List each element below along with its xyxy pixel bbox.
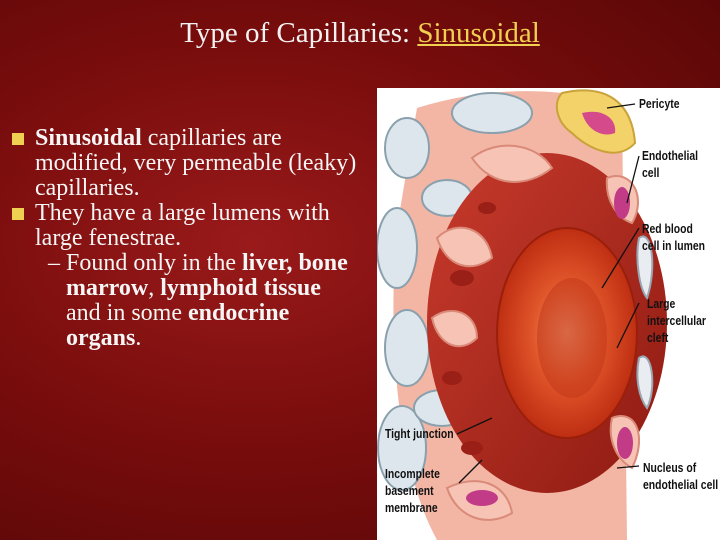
label-incomplete-3: membrane bbox=[385, 500, 438, 515]
sub-bullet-item bbox=[10, 251, 360, 351]
sub-bold-lymph: lymphoid tissue bbox=[160, 275, 321, 301]
sub-text-1: Found only in the bbox=[66, 250, 243, 276]
label-endothelial-2: cell bbox=[642, 165, 660, 180]
red-blood-cell-center bbox=[537, 278, 607, 398]
title-prefix: Type of Capillaries: bbox=[180, 17, 418, 49]
label-nucleus-2: endothelial cell bbox=[643, 477, 719, 492]
bullet-list bbox=[10, 126, 360, 351]
label-cleft-3: cleft bbox=[647, 330, 669, 345]
label-nucleus-1: Nucleus of bbox=[643, 460, 697, 475]
capillary-figure bbox=[377, 88, 720, 540]
bullet-1-text: capillaries are modified, very permeable (leaky) capillaries. bbox=[35, 125, 357, 201]
bullet-2-text: They have a large lumens with large fenestrae. bbox=[35, 200, 330, 251]
label-cleft-2: intercellular bbox=[647, 313, 706, 328]
label-pericyte: Pericyte bbox=[639, 96, 680, 111]
label-tight-junction: Tight junction bbox=[385, 426, 454, 441]
square-bullet-icon bbox=[12, 133, 24, 145]
sub-bold-liver: liver, bone marrow bbox=[66, 250, 348, 301]
bullet-item-1 bbox=[10, 126, 360, 201]
sub-bold-endocrine: endocrine organs bbox=[66, 300, 290, 351]
slide-title bbox=[0, 16, 720, 51]
square-bullet-icon bbox=[12, 208, 24, 220]
label-rbc-1: Red blood bbox=[642, 221, 693, 236]
label-endothelial-1: Endothelial bbox=[642, 148, 699, 163]
title-accent: Sinusoidal bbox=[417, 17, 540, 49]
sub-text-2: , bbox=[148, 275, 161, 301]
sub-text-4: . bbox=[135, 325, 142, 351]
label-cleft-1: Large bbox=[647, 296, 676, 311]
sub-text-3: and in some bbox=[66, 300, 188, 326]
dash-bullet: – bbox=[48, 250, 60, 276]
bullet-item-2 bbox=[10, 201, 360, 251]
label-incomplete-1: Incomplete bbox=[385, 466, 440, 481]
bullet-1-bold: Sinusoidal bbox=[35, 125, 142, 151]
label-rbc-2: cell in lumen bbox=[642, 238, 705, 253]
label-incomplete-2: basement bbox=[385, 483, 434, 498]
